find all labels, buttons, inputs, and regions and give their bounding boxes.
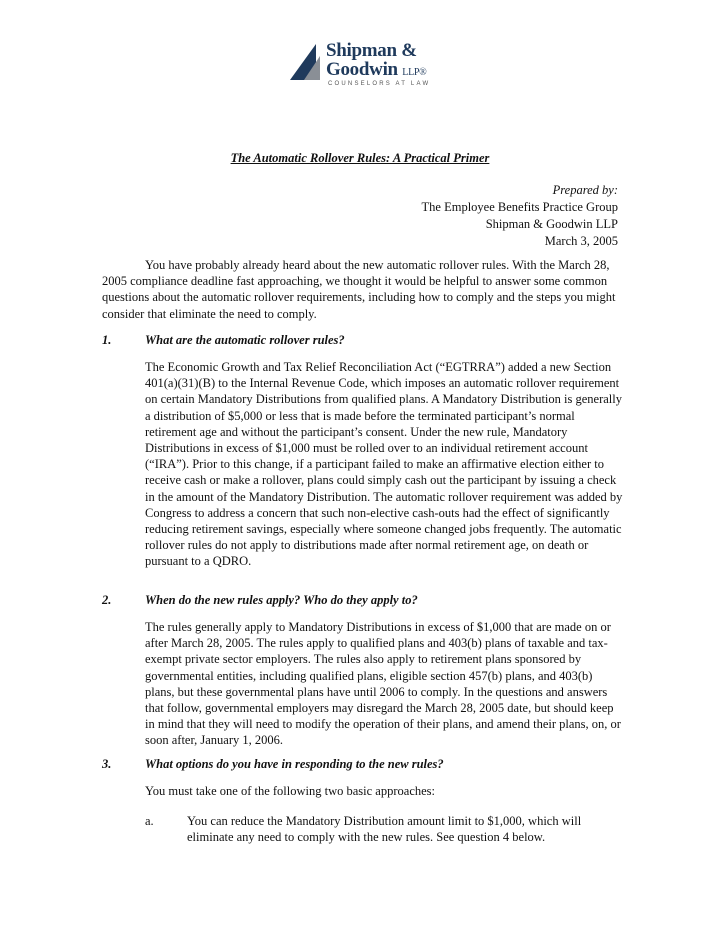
question-1-text: What are the automatic rollover rules?	[145, 333, 345, 347]
firm-logo	[290, 40, 440, 92]
logo-llp: LLP®	[402, 67, 427, 78]
question-3	[102, 757, 444, 772]
answer-2: The rules generally apply to Mandatory Distributions in excess of $1,000 that are made on or after March 28, 2005. The rules apply to qualified plans and 403(b) plans of taxable and tax-exempt private sector employers. The rules also apply to retirement plans sponsored by governmental entities, including qualified plans, eligible section 457(b) plans, and 403(b) plans, but these governmental plans have until 2006 to comply. In the questions and answers that follow, governmental employers may disregard the March 28, 2005 date, but should keep in mind that they will need to modify the operation of their plans, and amend their plans, on, or soon after, January 1, 2006.	[145, 620, 621, 748]
prepared-by-date: March 3, 2005	[544, 234, 618, 248]
question-2-number: 2.	[102, 593, 112, 607]
logo-name-goodwin: Goodwin	[326, 59, 398, 80]
prepared-by-firm: Shipman & Goodwin LLP	[485, 217, 618, 231]
option-a	[145, 813, 623, 847]
logo-tagline: COUNSELORS AT LAW	[328, 81, 431, 87]
option-a-text: You can reduce the Mandatory Distribution amount limit to $1,000, which will eliminate any need to comply with the new rules. See question 4 below.	[187, 814, 582, 845]
prepared-by-label: Prepared by:	[552, 183, 618, 197]
logo-name-line2	[326, 59, 426, 81]
question-1	[102, 333, 345, 348]
prepared-by-group: The Employee Benefits Practice Group	[421, 200, 618, 214]
option-a-letter: a.	[145, 814, 154, 828]
question-2	[102, 593, 418, 608]
question-1-number: 1.	[102, 333, 112, 347]
question-3-number: 3.	[102, 757, 112, 771]
answer-1: The Economic Growth and Tax Relief Reconciliation Act (“EGTRRA”) added a new Section 401(a)(31)(B) to the Internal Revenue Code, which imposes an automatic rollover requirement on certain Mandatory Distributions from qualified plans. A Mandatory Distribution is generally a distribution of $5,000 or less that is made before the terminated participant’s normal retirement age and without the participant’s consent. Under the new rule, Mandatory Distributions in excess of $1,000 must be rolled over to an individual retirement account (“IRA”). Prior to this change, if a participant failed to make an affirmative election either to receive cash or make a rollover, plans could simply cash out the participant by issuing a check in the amount of the Mandatory Distribution. The automatic rollover requirement was added by Congress to address a concern that such non-elective cash-outs had the effect of significantly reducing retirement savings, especially where someone changed jobs frequently. The automatic rollover rules do not apply to distributions made after normal retirement age, on death or pursuant to a QDRO.	[145, 360, 623, 569]
logo-triangle-icon	[290, 44, 324, 80]
prepared-by-block	[422, 182, 618, 250]
question-3-text: What options do you have in responding to the new rules?	[145, 757, 444, 771]
answer-3: You must take one of the following two basic approaches:	[145, 784, 435, 798]
intro-paragraph: You have probably already heard about the new automatic rollover rules. With the March 28, 2005 compliance deadline fast approaching, we thought it would be helpful to answer some common questions about the automatic rollover requirements, including how to comply and the steps you might consider that eliminate the need to comply.	[102, 258, 616, 321]
document-title: The Automatic Rollover Rules: A Practical Primer	[230, 151, 490, 165]
question-2-text: When do the new rules apply? Who do they apply to?	[145, 593, 418, 607]
logo-name-line1: Shipman &	[326, 40, 417, 61]
